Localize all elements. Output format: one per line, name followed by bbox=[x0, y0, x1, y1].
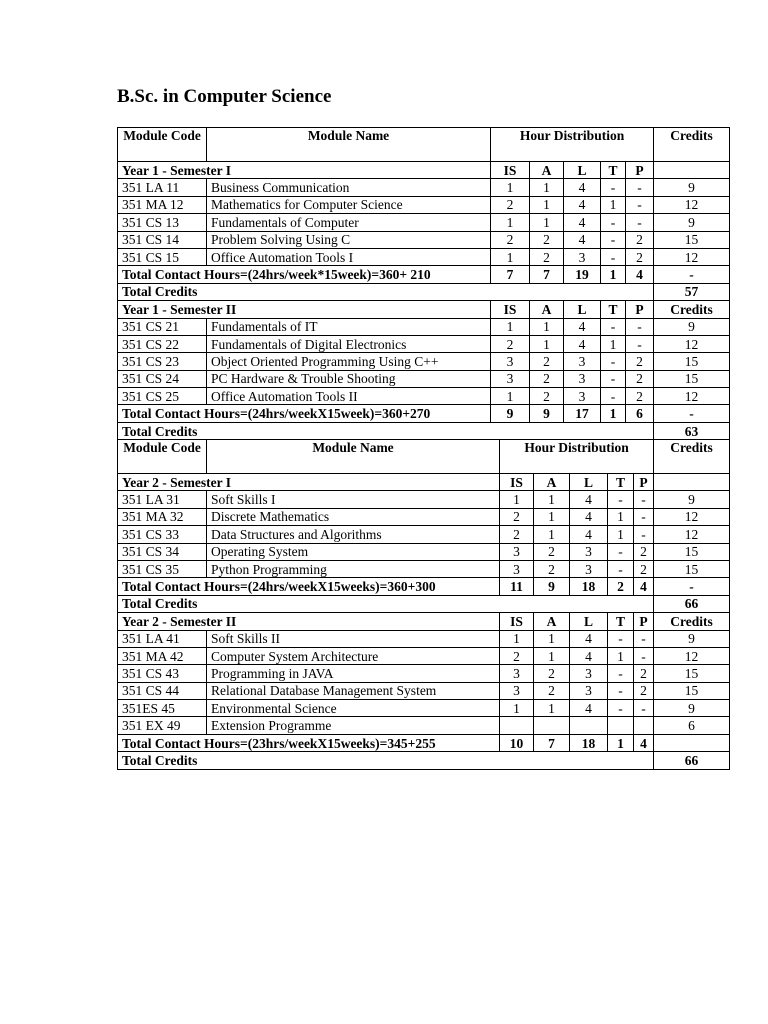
total-l: 18 bbox=[570, 734, 608, 751]
table-row bbox=[118, 196, 730, 213]
hours-a: 2 bbox=[530, 231, 564, 248]
total-hours-row bbox=[118, 266, 730, 283]
credits: 12 bbox=[654, 196, 730, 213]
hours-p: 2 bbox=[634, 665, 654, 682]
total-credits-cell: - bbox=[654, 578, 730, 595]
hours-p: 2 bbox=[626, 353, 654, 370]
hours-t: 1 bbox=[601, 335, 626, 352]
hours-t: - bbox=[601, 370, 626, 387]
total-credits-cell bbox=[654, 734, 730, 751]
hours-l: 3 bbox=[564, 388, 601, 405]
table-row bbox=[118, 647, 730, 664]
table-row bbox=[118, 700, 730, 717]
credits: 9 bbox=[654, 700, 730, 717]
col-credits: Credits bbox=[654, 613, 730, 630]
total-p: 4 bbox=[634, 734, 654, 751]
total-hours-row bbox=[118, 734, 730, 751]
module-name: Problem Solving Using C bbox=[207, 231, 491, 248]
hours-a: 2 bbox=[534, 682, 570, 699]
hours-l: 4 bbox=[570, 526, 608, 543]
module-code: 351 LA 11 bbox=[118, 179, 207, 196]
hours-is: 2 bbox=[491, 231, 530, 248]
module-name: Environmental Science bbox=[207, 700, 500, 717]
credits: 12 bbox=[654, 526, 730, 543]
hours-is bbox=[500, 717, 534, 734]
section-heading: Year 1 - Semester II bbox=[118, 301, 491, 318]
module-code-header: Module Code bbox=[118, 440, 207, 474]
hours-a: 1 bbox=[530, 335, 564, 352]
hours-t bbox=[608, 717, 634, 734]
credits: 12 bbox=[654, 647, 730, 664]
hours-a: 1 bbox=[530, 179, 564, 196]
credits: 15 bbox=[654, 560, 730, 577]
hours-a: 2 bbox=[530, 248, 564, 265]
total-is: 7 bbox=[491, 266, 530, 283]
module-code-header: Module Code bbox=[118, 128, 207, 162]
table-row bbox=[118, 526, 730, 543]
section-heading-row bbox=[118, 474, 730, 491]
col-t: T bbox=[601, 162, 626, 179]
hours-l: 4 bbox=[570, 630, 608, 647]
col-p: P bbox=[634, 474, 654, 491]
col-l: L bbox=[564, 162, 601, 179]
module-code: 351 MA 32 bbox=[118, 508, 207, 525]
hours-t: - bbox=[608, 682, 634, 699]
hours-p: 2 bbox=[626, 388, 654, 405]
module-code: 351 CS 21 bbox=[118, 318, 207, 335]
module-code: 351 CS 33 bbox=[118, 526, 207, 543]
hours-p: - bbox=[634, 630, 654, 647]
module-name: Computer System Architecture bbox=[207, 647, 500, 664]
hours-a: 2 bbox=[534, 665, 570, 682]
table-row bbox=[118, 318, 730, 335]
table-row bbox=[118, 508, 730, 525]
hours-p: 2 bbox=[634, 682, 654, 699]
col-p: P bbox=[634, 613, 654, 630]
hours-is: 3 bbox=[491, 370, 530, 387]
hours-l: 3 bbox=[570, 543, 608, 560]
hours-p: 2 bbox=[626, 248, 654, 265]
credits: 9 bbox=[654, 179, 730, 196]
hours-l: 3 bbox=[564, 370, 601, 387]
module-name: Soft Skills II bbox=[207, 630, 500, 647]
section-heading-row bbox=[118, 162, 730, 179]
total-credits-cell: - bbox=[654, 405, 730, 422]
credits: 9 bbox=[654, 214, 730, 231]
hours-t: - bbox=[608, 491, 634, 508]
col-a: A bbox=[534, 613, 570, 630]
module-name-header: Module Name bbox=[207, 440, 500, 474]
credits: 12 bbox=[654, 388, 730, 405]
total-hours-row bbox=[118, 405, 730, 422]
hours-is: 3 bbox=[500, 665, 534, 682]
hours-t: - bbox=[601, 179, 626, 196]
module-code: 351 CS 35 bbox=[118, 560, 207, 577]
hours-p: - bbox=[626, 318, 654, 335]
total-credits-label: Total Credits bbox=[118, 595, 654, 612]
module-code: 351 CS 43 bbox=[118, 665, 207, 682]
hours-is: 2 bbox=[491, 335, 530, 352]
total-is: 9 bbox=[491, 405, 530, 422]
col-credits bbox=[654, 474, 730, 491]
year2-table bbox=[117, 439, 730, 770]
hours-l: 4 bbox=[570, 647, 608, 664]
table-row bbox=[118, 665, 730, 682]
col-l: L bbox=[570, 474, 608, 491]
table-header-row bbox=[118, 128, 730, 162]
col-a: A bbox=[534, 474, 570, 491]
hours-t: 1 bbox=[608, 526, 634, 543]
hours-t: - bbox=[601, 353, 626, 370]
hours-p: 2 bbox=[626, 231, 654, 248]
credits: 15 bbox=[654, 353, 730, 370]
section-heading: Year 2 - Semester II bbox=[118, 613, 500, 630]
hours-is: 1 bbox=[491, 214, 530, 231]
hours-is: 1 bbox=[491, 179, 530, 196]
hours-t: - bbox=[608, 665, 634, 682]
col-t: T bbox=[601, 301, 626, 318]
total-p: 4 bbox=[626, 266, 654, 283]
hours-l: 3 bbox=[564, 353, 601, 370]
total-a: 7 bbox=[534, 734, 570, 751]
hours-t: 1 bbox=[608, 508, 634, 525]
credits: 9 bbox=[654, 491, 730, 508]
module-code: 351 MA 12 bbox=[118, 196, 207, 213]
total-l: 19 bbox=[564, 266, 601, 283]
hours-is: 1 bbox=[500, 491, 534, 508]
hours-t: 1 bbox=[608, 647, 634, 664]
total-hours-row bbox=[118, 578, 730, 595]
hours-p: 2 bbox=[626, 370, 654, 387]
hours-t: 1 bbox=[601, 196, 626, 213]
hours-l: 3 bbox=[570, 560, 608, 577]
module-code: 351ES 45 bbox=[118, 700, 207, 717]
total-credits-value: 57 bbox=[654, 283, 730, 300]
module-name: Office Automation Tools II bbox=[207, 388, 491, 405]
total-credits-row bbox=[118, 422, 730, 439]
col-credits bbox=[654, 162, 730, 179]
module-name: Soft Skills I bbox=[207, 491, 500, 508]
total-credits-row bbox=[118, 595, 730, 612]
hours-t: - bbox=[601, 231, 626, 248]
hours-a: 1 bbox=[530, 214, 564, 231]
credits-header: Credits bbox=[654, 440, 730, 474]
table-row bbox=[118, 214, 730, 231]
hours-l: 4 bbox=[564, 196, 601, 213]
table-row bbox=[118, 370, 730, 387]
col-is: IS bbox=[500, 613, 534, 630]
module-name: Office Automation Tools I bbox=[207, 248, 491, 265]
col-credits: Credits bbox=[654, 301, 730, 318]
module-name: Business Communication bbox=[207, 179, 491, 196]
module-code: 351 CS 13 bbox=[118, 214, 207, 231]
section-heading-row bbox=[118, 301, 730, 318]
module-name: Fundamentals of IT bbox=[207, 318, 491, 335]
hours-l: 4 bbox=[570, 508, 608, 525]
credits-header: Credits bbox=[654, 128, 730, 162]
module-code: 351 CS 34 bbox=[118, 543, 207, 560]
total-credits-label: Total Credits bbox=[118, 752, 654, 769]
module-code: 351 CS 44 bbox=[118, 682, 207, 699]
table-row bbox=[118, 335, 730, 352]
hours-t: - bbox=[601, 388, 626, 405]
module-name: Relational Database Management System bbox=[207, 682, 500, 699]
section-heading-row bbox=[118, 613, 730, 630]
total-hours-label: Total Contact Hours=(24hrs/week*15week)=360+ 210 bbox=[118, 266, 491, 283]
col-is: IS bbox=[500, 474, 534, 491]
hours-a: 2 bbox=[530, 370, 564, 387]
module-name: PC Hardware & Trouble Shooting bbox=[207, 370, 491, 387]
hour-distribution-header: Hour Distribution bbox=[500, 440, 654, 474]
module-name: Operating System bbox=[207, 543, 500, 560]
hours-p: - bbox=[634, 700, 654, 717]
hours-p: 2 bbox=[634, 543, 654, 560]
hours-is: 2 bbox=[500, 508, 534, 525]
col-l: L bbox=[564, 301, 601, 318]
col-t: T bbox=[608, 613, 634, 630]
total-credits-row bbox=[118, 283, 730, 300]
hours-is: 2 bbox=[491, 196, 530, 213]
hours-t: - bbox=[608, 700, 634, 717]
hours-p: - bbox=[634, 491, 654, 508]
hours-l: 4 bbox=[570, 700, 608, 717]
credits: 6 bbox=[654, 717, 730, 734]
hours-is: 3 bbox=[500, 543, 534, 560]
total-hours-label: Total Contact Hours=(23hrs/weekX15weeks)=345+255 bbox=[118, 734, 500, 751]
hours-t: - bbox=[601, 248, 626, 265]
hours-a: 1 bbox=[534, 491, 570, 508]
hours-a: 1 bbox=[530, 318, 564, 335]
module-name: Fundamentals of Computer bbox=[207, 214, 491, 231]
credits: 12 bbox=[654, 335, 730, 352]
hours-l: 4 bbox=[564, 231, 601, 248]
module-name: Programming in JAVA bbox=[207, 665, 500, 682]
hours-is: 3 bbox=[500, 682, 534, 699]
table-row bbox=[118, 179, 730, 196]
hours-t: - bbox=[608, 630, 634, 647]
credits: 15 bbox=[654, 231, 730, 248]
total-credits-value: 63 bbox=[654, 422, 730, 439]
total-t: 1 bbox=[608, 734, 634, 751]
module-name: Mathematics for Computer Science bbox=[207, 196, 491, 213]
hour-distribution-header: Hour Distribution bbox=[491, 128, 654, 162]
module-name: Data Structures and Algorithms bbox=[207, 526, 500, 543]
total-a: 7 bbox=[530, 266, 564, 283]
module-code: 351 CS 23 bbox=[118, 353, 207, 370]
table-row bbox=[118, 388, 730, 405]
hours-is: 3 bbox=[500, 560, 534, 577]
hours-p: - bbox=[634, 508, 654, 525]
module-code: 351 LA 41 bbox=[118, 630, 207, 647]
hours-t: - bbox=[601, 214, 626, 231]
module-code: 351 CS 14 bbox=[118, 231, 207, 248]
module-code: 351 CS 25 bbox=[118, 388, 207, 405]
credits: 15 bbox=[654, 370, 730, 387]
total-t: 2 bbox=[608, 578, 634, 595]
total-credits-label: Total Credits bbox=[118, 283, 654, 300]
total-hours-label: Total Contact Hours=(24hrs/weekX15week)=360+270 bbox=[118, 405, 491, 422]
table-row bbox=[118, 248, 730, 265]
module-code: 351 CS 24 bbox=[118, 370, 207, 387]
hours-p: - bbox=[626, 196, 654, 213]
hours-p: - bbox=[626, 179, 654, 196]
hours-l bbox=[570, 717, 608, 734]
total-credits-value: 66 bbox=[654, 752, 730, 769]
credits: 12 bbox=[654, 248, 730, 265]
hours-is: 3 bbox=[491, 353, 530, 370]
total-a: 9 bbox=[530, 405, 564, 422]
hours-a: 1 bbox=[534, 526, 570, 543]
col-p: P bbox=[626, 301, 654, 318]
total-is: 10 bbox=[500, 734, 534, 751]
hours-l: 4 bbox=[564, 335, 601, 352]
total-l: 18 bbox=[570, 578, 608, 595]
hours-l: 4 bbox=[564, 318, 601, 335]
credits: 12 bbox=[654, 508, 730, 525]
total-t: 1 bbox=[601, 266, 626, 283]
hours-p: - bbox=[626, 335, 654, 352]
hours-a: 1 bbox=[534, 647, 570, 664]
total-credits-row bbox=[118, 752, 730, 769]
credits: 9 bbox=[654, 630, 730, 647]
hours-a: 2 bbox=[530, 388, 564, 405]
col-p: P bbox=[626, 162, 654, 179]
module-name: Fundamentals of Digital Electronics bbox=[207, 335, 491, 352]
hours-is: 1 bbox=[491, 318, 530, 335]
table-row bbox=[118, 682, 730, 699]
total-credits-cell: - bbox=[654, 266, 730, 283]
table-row bbox=[118, 560, 730, 577]
col-is: IS bbox=[491, 162, 530, 179]
module-code: 351 CS 15 bbox=[118, 248, 207, 265]
module-name: Extension Programme bbox=[207, 717, 500, 734]
section-heading: Year 1 - Semester I bbox=[118, 162, 491, 179]
col-a: A bbox=[530, 301, 564, 318]
hours-a: 1 bbox=[534, 700, 570, 717]
hours-p: - bbox=[634, 526, 654, 543]
hours-a: 1 bbox=[534, 508, 570, 525]
hours-p: 2 bbox=[634, 560, 654, 577]
credits: 15 bbox=[654, 682, 730, 699]
page-title: B.Sc. in Computer Science bbox=[117, 86, 332, 107]
hours-a: 2 bbox=[534, 560, 570, 577]
hours-t: - bbox=[601, 318, 626, 335]
hours-is: 1 bbox=[500, 630, 534, 647]
hours-a: 2 bbox=[530, 353, 564, 370]
table-row bbox=[118, 543, 730, 560]
module-code: 351 EX 49 bbox=[118, 717, 207, 734]
module-name: Python Programming bbox=[207, 560, 500, 577]
credits: 15 bbox=[654, 543, 730, 560]
table-row bbox=[118, 630, 730, 647]
hours-is: 1 bbox=[491, 388, 530, 405]
total-p: 4 bbox=[634, 578, 654, 595]
module-name: Discrete Mathematics bbox=[207, 508, 500, 525]
total-p: 6 bbox=[626, 405, 654, 422]
hours-a: 1 bbox=[530, 196, 564, 213]
total-is: 11 bbox=[500, 578, 534, 595]
hours-a: 1 bbox=[534, 630, 570, 647]
hours-p bbox=[634, 717, 654, 734]
hours-a bbox=[534, 717, 570, 734]
total-a: 9 bbox=[534, 578, 570, 595]
module-code: 351 CS 22 bbox=[118, 335, 207, 352]
col-is: IS bbox=[491, 301, 530, 318]
table-row bbox=[118, 231, 730, 248]
hours-is: 2 bbox=[500, 526, 534, 543]
module-name: Object Oriented Programming Using C++ bbox=[207, 353, 491, 370]
hours-l: 3 bbox=[564, 248, 601, 265]
table-row bbox=[118, 491, 730, 508]
credits: 9 bbox=[654, 318, 730, 335]
table-header-row bbox=[118, 440, 730, 474]
hours-l: 4 bbox=[570, 491, 608, 508]
hours-t: - bbox=[608, 543, 634, 560]
credits: 15 bbox=[654, 665, 730, 682]
hours-t: - bbox=[608, 560, 634, 577]
hours-p: - bbox=[634, 647, 654, 664]
section-heading: Year 2 - Semester I bbox=[118, 474, 500, 491]
hours-a: 2 bbox=[534, 543, 570, 560]
hours-is: 1 bbox=[500, 700, 534, 717]
total-l: 17 bbox=[564, 405, 601, 422]
col-a: A bbox=[530, 162, 564, 179]
module-code: 351 MA 42 bbox=[118, 647, 207, 664]
total-hours-label: Total Contact Hours=(24hrs/weekX15weeks)=360+300 bbox=[118, 578, 500, 595]
col-t: T bbox=[608, 474, 634, 491]
hours-is: 1 bbox=[491, 248, 530, 265]
module-name-header: Module Name bbox=[207, 128, 491, 162]
col-l: L bbox=[570, 613, 608, 630]
hours-p: - bbox=[626, 214, 654, 231]
table-row bbox=[118, 353, 730, 370]
table-row bbox=[118, 717, 730, 734]
total-credits-label: Total Credits bbox=[118, 422, 654, 439]
year1-table bbox=[117, 127, 730, 440]
hours-l: 3 bbox=[570, 682, 608, 699]
hours-is: 2 bbox=[500, 647, 534, 664]
total-t: 1 bbox=[601, 405, 626, 422]
hours-l: 3 bbox=[570, 665, 608, 682]
module-code: 351 LA 31 bbox=[118, 491, 207, 508]
hours-l: 4 bbox=[564, 214, 601, 231]
hours-l: 4 bbox=[564, 179, 601, 196]
total-credits-value: 66 bbox=[654, 595, 730, 612]
